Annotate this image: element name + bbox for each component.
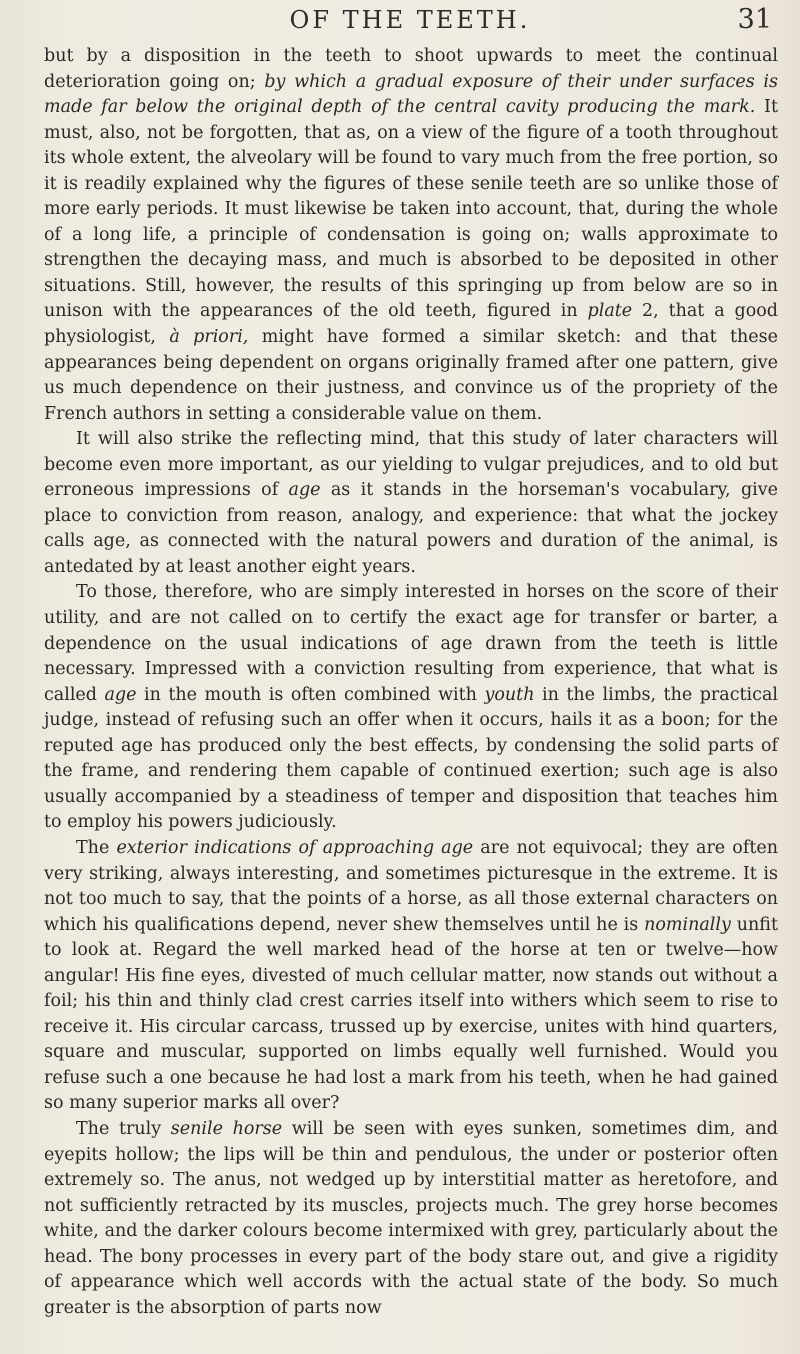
text-run: It must, also, not be forgotten, that as, on a view of the figure of a tooth throughout its whole extent, the alveolary will be found to vary much from the free portion, so it is readily explained why the figures of these senile teeth are so unlike those of more early periods. It must likewise be taken into account, that, during the whole of a long life, a principle of condensation is going on; walls approximate to strengthen the decaying mass, and much is absorbed to be deposited in other situations. Still, however, the results of this springing up from below are so in unison with the appearances of the old teeth, figured in [44, 97, 778, 322]
italic-text: plate [587, 301, 633, 322]
running-head: OF THE TEETH. [289, 6, 531, 34]
paragraph [44, 427, 778, 580]
text-run: might have formed a similar sketch: and that these appearances being dependent on organs originally framed after one pattern, give us much dependence on their justness, and convince us of the propriety of the French authors in setting a considerable value on them. [44, 327, 778, 424]
paragraph [44, 44, 778, 427]
text-run: but by a disposition in the teeth to shoot upwards to meet the continual deterioration going on; [44, 46, 778, 92]
italic-text: age [104, 684, 137, 705]
text-run: are not equivocal; they are often very striking, always interesting, and sometimes picturesque in the extreme. It is not too much to say, that the points of a horse, as all those external characters on which his qualifications depend, never shew themselves until he is [44, 837, 778, 935]
italic-text: à priori, [169, 327, 249, 348]
italic-text: by which a gradual exposure of their under surfaces is made far below the original depth of the central cavity producing the mark. [44, 71, 778, 118]
italic-text: youth [484, 684, 535, 705]
paragraph [44, 836, 778, 1117]
text-run: It will also strike the reflecting mind, that this study of later characters will become even more important, as our yielding to vulgar prejudices, and to old but erroneous impressions of [44, 429, 778, 501]
text-run: will be seen with eyes sunken, sometimes dim, and eyepits hollow; the lips will be thin and pendulous, the under or posterior often extremely so. The anus, not wedged up by interstitial matter as heretofore, and not sufficiently retracted by its muscles, projects much. The grey horse becomes white, and the darker colours become intermixed with grey, particularly about the head. The bony processes in every part of the body stare out, and give a rigidity of appearance which well accords with the actual state of the body. So much greater is the absorption of parts now [44, 1118, 779, 1318]
italic-text: age [288, 480, 321, 501]
italic-text: senile horse [170, 1118, 283, 1139]
paragraph [44, 580, 778, 835]
page-number: 31 [737, 4, 772, 35]
text-run: in the mouth is often combined with [136, 684, 485, 705]
paragraph [44, 1117, 778, 1321]
body-text [44, 44, 778, 1321]
italic-text: nominally [644, 914, 731, 935]
italic-text: exterior indications of approaching age [116, 837, 474, 858]
text-run: The [76, 837, 117, 858]
text-run: in the limbs, the practical judge, instead of refusing such an offer when it occurs, hails it as a boon; for the reputed age has produced only the best effects, by condensing the solid parts of the frame, and rendering them capable of continued exertion; such age is also usually accompanied by a steadiness of temper and disposition that teaches him to employ his powers judiciously. [44, 684, 778, 833]
text-run: To those, therefore, who are simply interested in horses on the score of their utility, and are not called on to certify the exact age for transfer or barter, a dependence on the usual indications of age drawn from the teeth is little necessary. Impressed with a conviction resulting from experience, that what is called [44, 582, 778, 705]
text-run: unfit to look at. Regard the well marked head of the horse at ten or twelve—how angular! His fine eyes, divested of much cellular matter, now stands out without a foil; his thin and thinly clad crest carries itself into withers which seem to rise to receive it. His circular carcass, trussed up by exercise, unites with hind quarters, square and muscular, supported on limbs equally well furnished. Would you refuse such a one because he had lost a mark from his teeth, when he had gained so many superior marks all over? [44, 914, 778, 1114]
text-run: as it stands in the horseman's vocabulary, give place to conviction from reason, analogy, and experience: that what the jockey calls age, as connected with the natural powers and duration of the animal, is antedated by at least another eight years. [44, 480, 779, 577]
text-run: 2, that a good physiologist, [44, 301, 778, 348]
page-header [44, 4, 776, 44]
text-run: The truly [76, 1118, 171, 1139]
